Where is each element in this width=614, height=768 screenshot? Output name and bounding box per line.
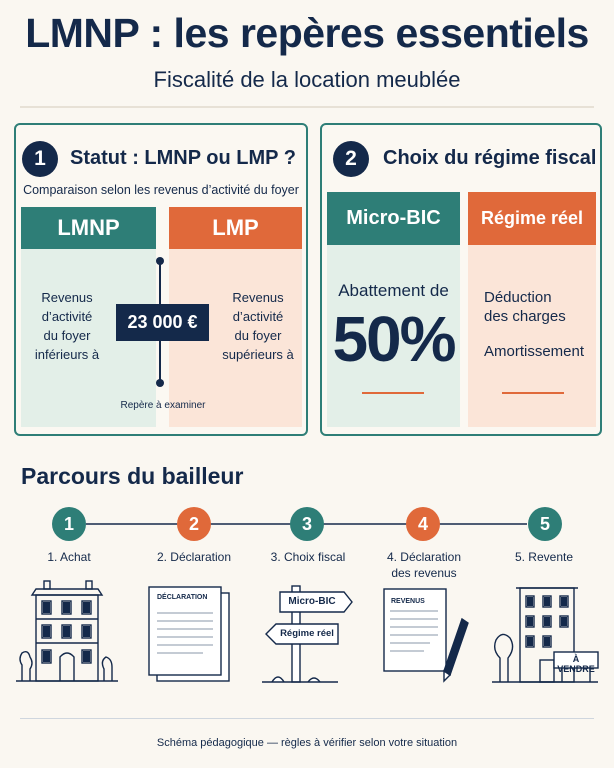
lmp-text-line: supérieurs à bbox=[222, 347, 294, 362]
lmnp-header: LMNP bbox=[21, 207, 156, 249]
revenus-doc-label: REVENUS bbox=[391, 598, 425, 605]
panel-statut-title: Statut : LMNP ou LMP ? bbox=[70, 147, 296, 169]
lmp-header: LMP bbox=[169, 207, 302, 249]
regime-reel-line: Amortissement bbox=[484, 343, 585, 360]
step-label-line: 3. Choix fiscal bbox=[270, 550, 346, 564]
step-label-line: 1. Achat bbox=[47, 550, 91, 564]
regime-reel-body bbox=[468, 245, 596, 427]
step-4-label bbox=[371, 549, 477, 581]
page-subtitle: Fiscalité de la location meublée bbox=[153, 67, 461, 92]
step-1-label bbox=[19, 549, 119, 565]
lmp-text-line: du foyer bbox=[234, 328, 282, 343]
parcours-title: Parcours du bailleur bbox=[21, 463, 244, 489]
step-5-circle: 5 bbox=[528, 507, 562, 541]
regime-reel-underline bbox=[502, 392, 564, 394]
regime-reel-line: des charges bbox=[484, 308, 566, 325]
step-1-circle: 1 bbox=[52, 507, 86, 541]
step-3-label bbox=[255, 549, 361, 565]
step-2-circle: 2 bbox=[177, 507, 211, 541]
lmnp-text-line: Revenus bbox=[41, 290, 93, 305]
lmp-description bbox=[212, 288, 304, 364]
step-label-line: des revenus bbox=[391, 566, 457, 580]
building-icon bbox=[14, 575, 120, 687]
step-label-line: 5. Revente bbox=[514, 550, 574, 564]
step-2-label bbox=[141, 549, 247, 565]
lmp-text-line: d’activité bbox=[232, 309, 284, 324]
step-4-circle: 4 bbox=[406, 507, 440, 541]
signpost-regime-reel: Régime réel bbox=[280, 628, 334, 639]
micro-bic-abattement-text: Abattement de bbox=[338, 281, 449, 300]
step-5-label bbox=[494, 549, 594, 565]
micro-bic-header: Micro-BIC bbox=[327, 192, 460, 245]
lmnp-text-line: inférieurs à bbox=[34, 347, 100, 362]
panel-regime-number: 2 bbox=[333, 141, 369, 177]
regime-reel-header: Régime réel bbox=[468, 192, 596, 245]
lmnp-description bbox=[21, 288, 113, 364]
step-3-circle: 3 bbox=[290, 507, 324, 541]
micro-bic-abattement-value: 50% bbox=[332, 303, 455, 375]
declaration-doc-label: DÉCLARATION bbox=[157, 594, 208, 601]
header-divider bbox=[20, 106, 594, 108]
threshold-label: Repère à examiner bbox=[120, 400, 206, 411]
for-sale-sign-label: À VENDRE bbox=[557, 654, 595, 674]
signpost-micro-bic: Micro-BIC bbox=[288, 596, 336, 607]
panel-regime-title: Choix du régime fiscal bbox=[383, 147, 597, 169]
lmnp-text-line: d’activité bbox=[41, 309, 93, 324]
footer-note: Schéma pédagogique — règles à vérifier selon votre situation bbox=[156, 737, 458, 749]
threshold-badge: 23 000 € bbox=[116, 304, 209, 341]
page-title: LMNP : les repères essentiels bbox=[25, 10, 589, 56]
footer-divider bbox=[20, 718, 594, 719]
micro-bic-underline bbox=[362, 392, 424, 394]
lmp-text-line: Revenus bbox=[232, 290, 284, 305]
regime-reel-line: Déduction bbox=[484, 289, 552, 306]
panel-statut-subtitle: Comparaison selon les revenus d’activité du foyer bbox=[23, 183, 299, 197]
step-label-line: 2. Déclaration bbox=[156, 550, 232, 564]
panel-statut-number: 1 bbox=[22, 141, 58, 177]
step-label-line: 4. Déclaration bbox=[386, 550, 462, 564]
lmnp-text-line: du foyer bbox=[43, 328, 91, 343]
